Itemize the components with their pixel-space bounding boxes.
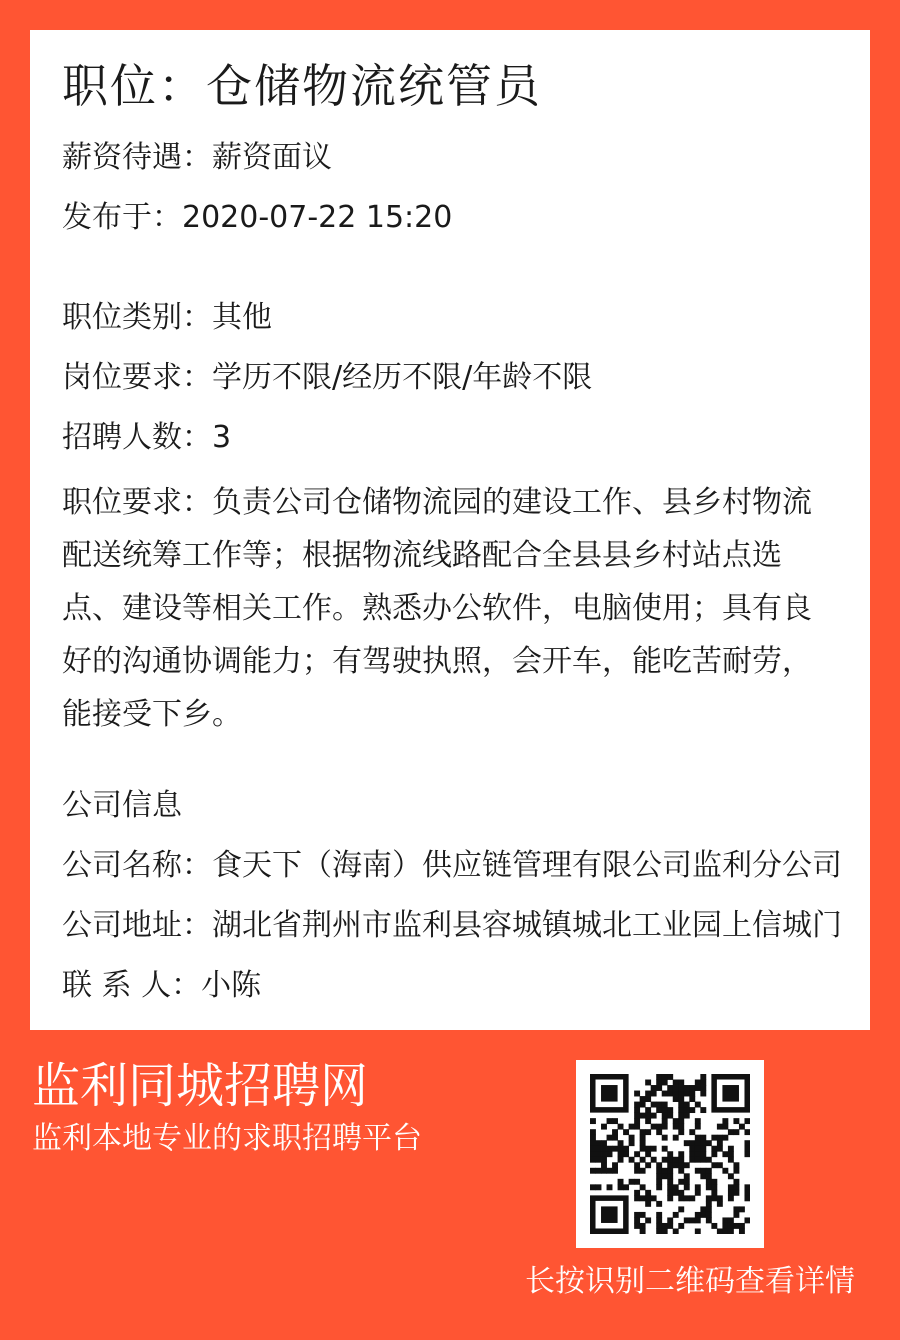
job-category: 职位类别：其他	[62, 300, 272, 335]
job-card	[30, 30, 870, 1030]
company-name: 公司名称：食天下（海南）供应链管理有限公司监利分公司	[62, 848, 842, 883]
company-address: 公司地址：湖北省荆州市监利县容城镇城北工业园上信城门	[62, 908, 842, 943]
qr-hint: 长按识别二维码查看详情	[525, 1264, 855, 1299]
qr-code-icon	[590, 1074, 750, 1234]
job-description: 职位要求：负责公司仓储物流园的建设工作、县乡村物流配送统筹工作等；根据物流线路配合全县县乡村站点选点、建设等相关工作。熟悉办公软件，电脑使用；具有良好的沟通协调能力；有驾驶执照，会开车，能吃苦耐劳，能接受下乡。	[62, 485, 812, 732]
headcount: 招聘人数：3	[62, 420, 232, 455]
site-slogan: 监利本地专业的求职招聘平台	[32, 1121, 422, 1156]
company-section-title: 公司信息	[62, 788, 182, 823]
salary-text: 薪资待遇：薪资面议	[62, 140, 332, 175]
requirements-brief: 岗位要求：学历不限/经历不限/年龄不限	[62, 360, 593, 395]
site-brand: 监利同城招聘网	[32, 1058, 369, 1114]
job-title: 职位：仓储物流统管员	[62, 59, 542, 113]
qr-code[interactable]	[576, 1060, 764, 1248]
contact-person: 联 系 人：小陈	[62, 968, 262, 1003]
publish-date: 发布于：2020-07-22 15:20	[62, 200, 453, 235]
